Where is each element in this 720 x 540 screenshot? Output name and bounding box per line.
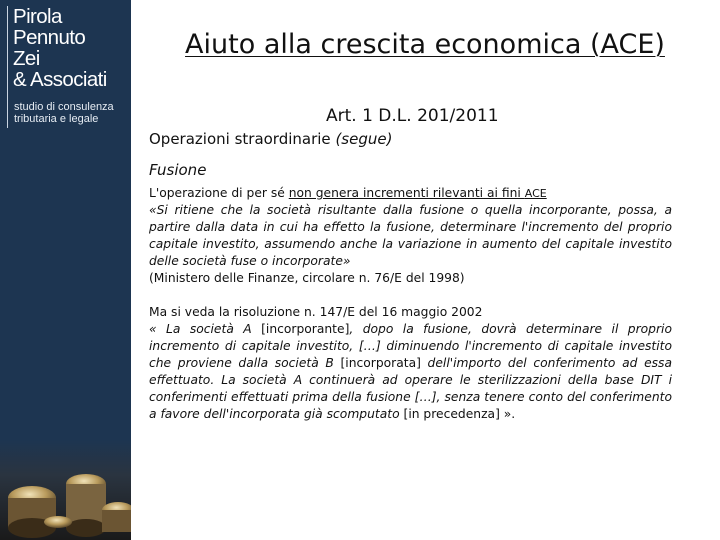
subsection-heading: Fusione — [149, 161, 207, 179]
body-text — [149, 185, 672, 423]
spacer — [149, 287, 672, 304]
quote-source: (Ministero delle Finanze, circolare n. 76/E del 1998) — [149, 271, 465, 285]
brand-divider-line — [7, 6, 8, 128]
intro-lead: L'operazione di per sé — [149, 186, 289, 200]
law-reference: Art. 1 D.L. 201/2011 — [326, 106, 499, 126]
coins-photo-image — [0, 440, 131, 540]
brand-tagline — [14, 101, 114, 125]
brand-name-line: Pirola — [13, 5, 62, 28]
brand-name-line: Pennuto — [13, 26, 86, 49]
brand-name-line: Zei — [13, 47, 40, 70]
paragraph-resolution: Ma si veda la risoluzione n. 147/E del 16 maggio 2002 — [149, 305, 483, 319]
quote-circular: «Si ritiene che la società risultante dalla fusione o quella incorporante, possa, a partire dalla data in cui ha effetto la fusione, determinare l'incremento del proprio capitale investito, assumendo anche la variazione in aumento del capitale investito delle società fuse o incorporate» — [149, 203, 672, 268]
section-label: Operazioni straordinarie — [149, 130, 331, 148]
quote-resolution: « La società A [incorporante], dopo la fusione, dovrà determinare il proprio incremento di capitale investito, […] diminuendo l'incremento di capitale investito che proviene dalla società B [incorporata] dell'importo del conferimento ad essa effettuato. La società A continuerà ad operare le sterilizzazioni della base DIT i conferimenti effettuati prima della fusione […], senza tenere conto del conferimento a favore dell'incorporata già scomputato [in precedenza] ». — [149, 322, 672, 421]
brand-sidebar — [0, 0, 131, 540]
section-heading — [149, 130, 392, 148]
brand-logo — [13, 6, 107, 90]
page-title: Aiuto alla crescita economica (ACE) — [185, 29, 665, 60]
section-note: (segue) — [335, 130, 393, 148]
intro-underlined: non genera incrementi rilevanti ai fini ACE — [288, 186, 547, 200]
tagline-line: tributaria e legale — [14, 113, 99, 125]
paragraph-intro — [149, 185, 672, 202]
tagline-line: studio di consulenza — [14, 101, 114, 113]
brand-name-line: & Associati — [13, 68, 107, 91]
